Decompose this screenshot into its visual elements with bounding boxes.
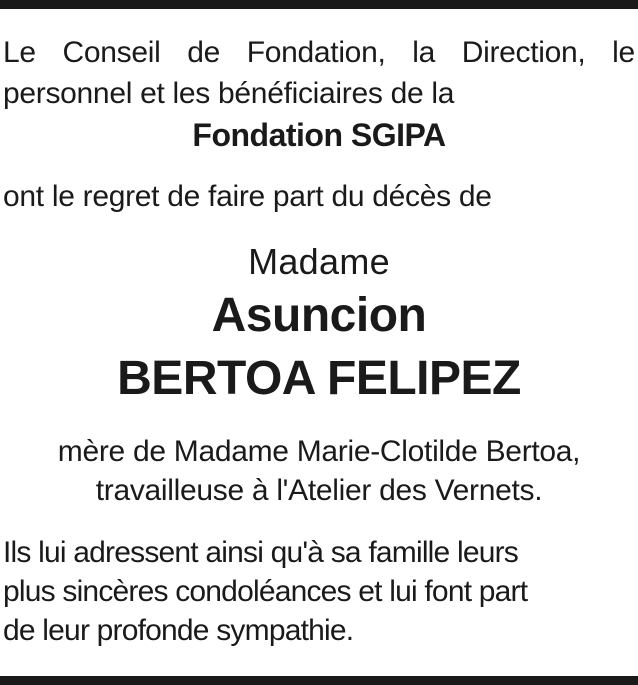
condolences-line-3: de leur profonde sympathie.	[3, 614, 354, 647]
top-rule	[0, 0, 638, 9]
relation-line-1: mère de Madame Marie-Clotilde Bertoa,	[57, 435, 581, 468]
intro-word: Le	[3, 36, 36, 69]
intro-word: le	[612, 36, 635, 69]
intro-line-1	[3, 33, 635, 73]
foundation-name: Fondation SGIPA	[192, 117, 446, 153]
intro-word: Conseil	[62, 36, 161, 69]
condolences-line-2: plus sincères condoléances et lui font part	[3, 575, 528, 608]
condolences-line-1: Ils lui adressent ainsi qu'à sa famille leurs	[3, 536, 518, 569]
deceased-first-name: Asuncion	[211, 289, 427, 342]
intro-word: Fondation,	[246, 36, 386, 69]
deceased-last-name: BERTOA FELIPEZ	[117, 352, 521, 405]
relation-line-2: travailleuse à l'Atelier des Vernets.	[95, 474, 543, 507]
intro-word: Direction,	[461, 36, 586, 69]
deceased-title: Madame	[248, 241, 390, 282]
bottom-rule	[0, 676, 638, 685]
intro-word: de	[187, 36, 220, 69]
intro-word: la	[412, 36, 435, 69]
announcement-text: ont le regret de faire part du décès de	[3, 180, 492, 213]
intro-line-2: personnel et les bénéficiaires de la	[3, 77, 455, 110]
